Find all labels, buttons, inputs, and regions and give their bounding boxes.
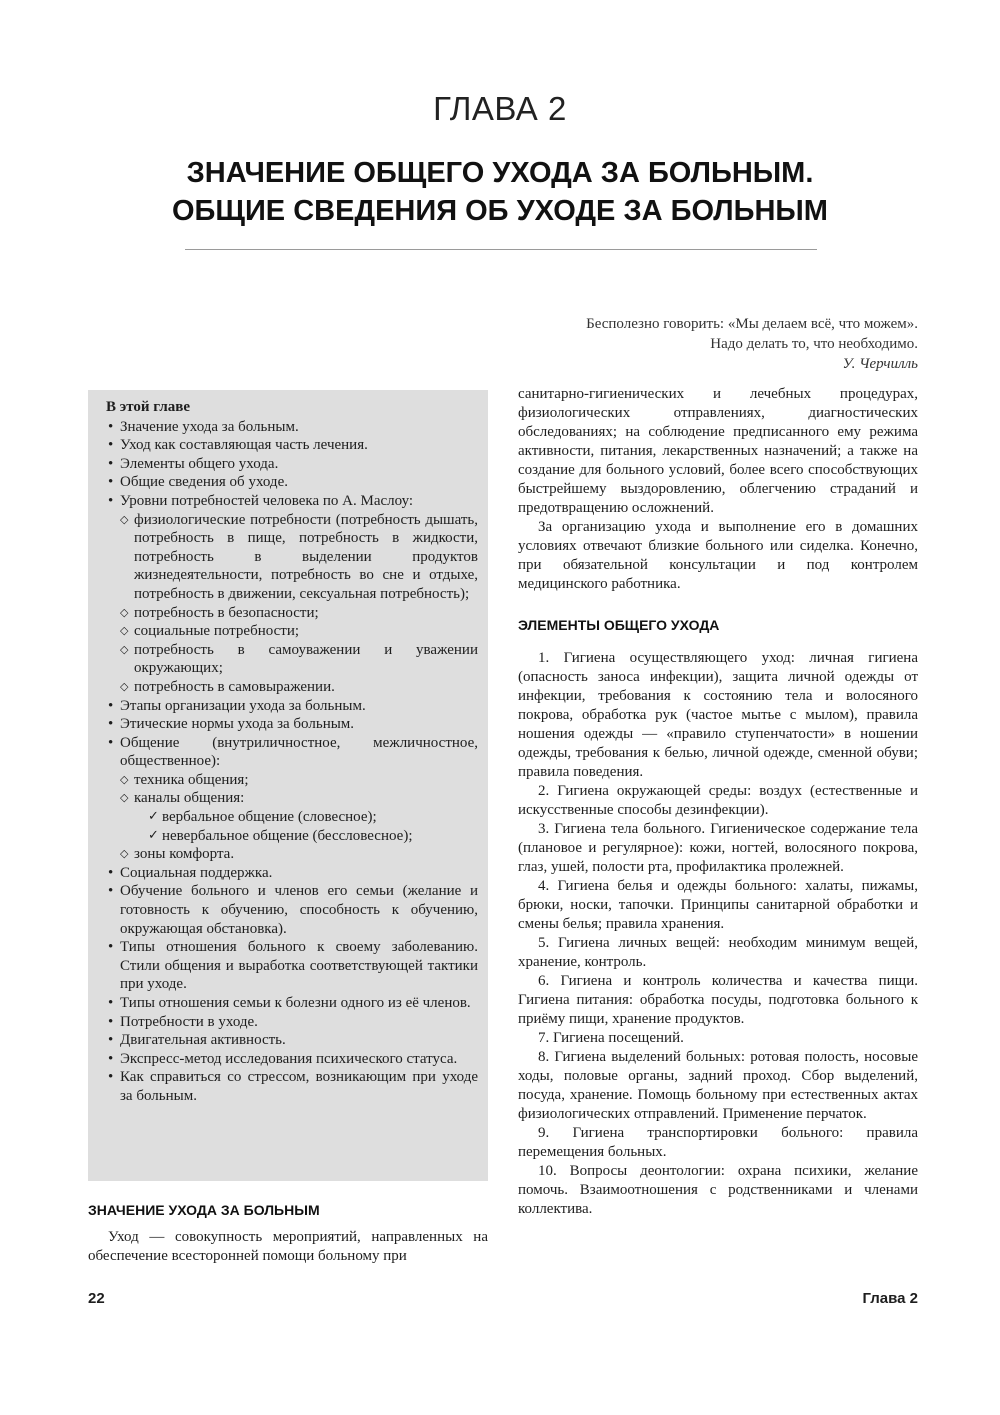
summary-item-maslow xyxy=(106,492,478,697)
section-heading-care-importance: ЗНАЧЕНИЕ УХОДА ЗА БОЛЬНЫМ xyxy=(88,1202,320,1218)
right-column xyxy=(518,385,918,1219)
epigraph xyxy=(478,314,918,374)
summary-item: • Двигательная активность. xyxy=(106,1031,478,1050)
maslow-item: ◇ социальные потребности; xyxy=(120,622,478,641)
maslow-item: ◇ физиологические потребности (потребность дышать, потребность в пище, потребность в жидкости, потребность в выделении продуктов жизнедеятельности, потребность во сне и отдыхе, потребность в движении, сексуальная потребность); xyxy=(120,511,478,604)
summary-item-communication xyxy=(106,734,478,864)
channel-item: ✓ невербальное общение (бессловесное); xyxy=(148,827,478,846)
channel-item: ✓ вербальное общение (словесное); xyxy=(148,808,478,827)
communication-item: ◇ зоны комфорта. xyxy=(120,845,478,864)
summary-item: • Значение ухода за больным. xyxy=(106,418,478,437)
care-element: 5. Гигиена личных вещей: необходим минимум вещей, хранение, контроль. xyxy=(518,935,918,970)
running-footer-chapter: Глава 2 xyxy=(862,1290,918,1307)
chapter-title-line-2: ОБЩИЕ СВЕДЕНИЯ ОБ УХОДЕ ЗА БОЛЬНЫМ xyxy=(172,195,828,227)
chapter-title xyxy=(150,154,850,230)
summary-item: • Как справиться со стрессом, возникающим при уходе за больным. xyxy=(106,1068,478,1105)
communication-item: ◇ техника общения; xyxy=(120,771,478,790)
summary-item: • Общие сведения об уходе. xyxy=(106,473,478,492)
communication-item-channels xyxy=(120,789,478,845)
summary-item: • Этапы организации ухода за больным. xyxy=(106,697,478,716)
maslow-item: ◇ потребность в самовыражении. xyxy=(120,678,478,697)
summary-item: • Элементы общего ухода. xyxy=(106,455,478,474)
summary-item: • Экспресс-метод исследования психического статуса. xyxy=(106,1050,478,1069)
communication-sublist xyxy=(120,771,478,864)
summary-item: • Потребности в уходе. xyxy=(106,1013,478,1032)
care-element: 1. Гигиена осуществляющего уход: личная гигиена (опасность заноса инфекции), защита личной одежды от инфекции, требования к состоянию тела и волосяного покрова, обработка рук (частое мытье с мылом), правила ношения одежды — «правило ступенчатости» в ношении одежды, требования к белью, личной одежде, сменной обуви; правила поведения. xyxy=(518,650,918,780)
care-element: 9. Гигиена транспортировки больного: правила перемещения больных. xyxy=(518,1125,918,1160)
page-number: 22 xyxy=(88,1290,105,1307)
epigraph-line-1: Бесполезно говорить: «Мы делаем всё, что можем». xyxy=(586,316,918,332)
title-divider xyxy=(185,249,817,250)
care-element: 2. Гигиена окружающей среды: воздух (естественные и искусственные способы дезинфекции). xyxy=(518,783,918,818)
summary-item: • Социальная поддержка. xyxy=(106,864,478,883)
epigraph-line-2: Надо делать то, что необходимо. xyxy=(710,336,918,352)
communication-item-text: каналы общения: xyxy=(134,790,245,807)
summary-item-text: Общение (внутриличностное, межличностное, общественное): xyxy=(120,734,478,770)
care-element: 4. Гигиена белья и одежды больного: халаты, пижамы, брюки, носки, тапочки. Принципы санитарной обработки и смены белья; правила хранения. xyxy=(518,878,918,932)
maslow-item: ◇ потребность в безопасности; xyxy=(120,604,478,623)
summary-item-text: Уровни потребностей человека по А. Маслоу: xyxy=(120,492,414,509)
chapter-title-line-1: ЗНАЧЕНИЕ ОБЩЕГО УХОДА ЗА БОЛЬНЫМ. xyxy=(186,157,814,189)
care-element: 8. Гигиена выделений больных: ротовая полость, носовые ходы, половые органы, задний проход. Сбор выделений, посуда, хранение. Помощь больному при естественных актах физиологических отправлений. Применение перчаток. xyxy=(518,1049,918,1122)
summary-item: • Типы отношения семьи к болезни одного из её членов. xyxy=(106,994,478,1013)
summary-list xyxy=(106,418,478,1106)
care-element: 6. Гигиена и контроль количества и качества пищи. Гигиена питания: обработка посуды, подготовка больного к приёму пищи, хранение продуктов. xyxy=(518,973,918,1027)
summary-item: • Этические нормы ухода за больным. xyxy=(106,715,478,734)
section-heading-care-elements: ЭЛЕМЕНТЫ ОБЩЕГО УХОДА xyxy=(518,617,720,633)
right-paragraph-2: За организацию ухода и выполнение его в домашних условиях отвечают близкие больного или сиделка. Конечно, при обязательной консультации и под контролем медицинского работника. xyxy=(518,519,918,592)
care-element: 7. Гигиена посещений. xyxy=(538,1030,684,1046)
summary-item: • Обучение больного и членов его семьи (желание и готовность к обучению, способность к обучению, окружающая обстановка). xyxy=(106,882,478,938)
maslow-sublist xyxy=(120,511,478,697)
care-element: 10. Вопросы деонтологии: охрана психики, желание помочь. Взаимоотношения с родственниками и членами коллектива. xyxy=(518,1163,918,1217)
care-element: 3. Гигиена тела больного. Гигиеническое содержание тела (плановое и регулярное): кожи, ногтей, волосяного покрова, глаз, ушей, полости рта, профилактика пролежней. xyxy=(518,821,918,875)
epigraph-author: У. Черчилль xyxy=(842,356,918,372)
right-paragraph-1: санитарно-гигиенических и лечебных процедурах, физиологических отправлениях, диагностических обследованиях; на соблюдение предписанного ему режима активности, питания, лекарственных назначений; а также на создание для больного условий, более всего способствующих быстрейшему выздоровлению, облегчению страданий и предотвращению осложнений. xyxy=(518,386,918,516)
channels-sublist xyxy=(134,808,478,845)
care-definition-text: Уход — совокупность мероприятий, направленных на обеспечение всесторонней помощи больному при xyxy=(88,1229,488,1264)
summary-item: • Типы отношения больного к своему заболеванию. Стили общения и выработка соответствующей тактики при уходе. xyxy=(106,938,478,994)
summary-item: • Уход как составляющая часть лечения. xyxy=(106,436,478,455)
care-definition-paragraph xyxy=(88,1228,488,1266)
chapter-summary-box xyxy=(88,390,488,1181)
maslow-item: ◇ потребность в самоуважении и уважении окружающих; xyxy=(120,641,478,678)
summary-heading: В этой главе xyxy=(106,399,191,415)
chapter-label: ГЛАВА 2 xyxy=(433,90,567,127)
